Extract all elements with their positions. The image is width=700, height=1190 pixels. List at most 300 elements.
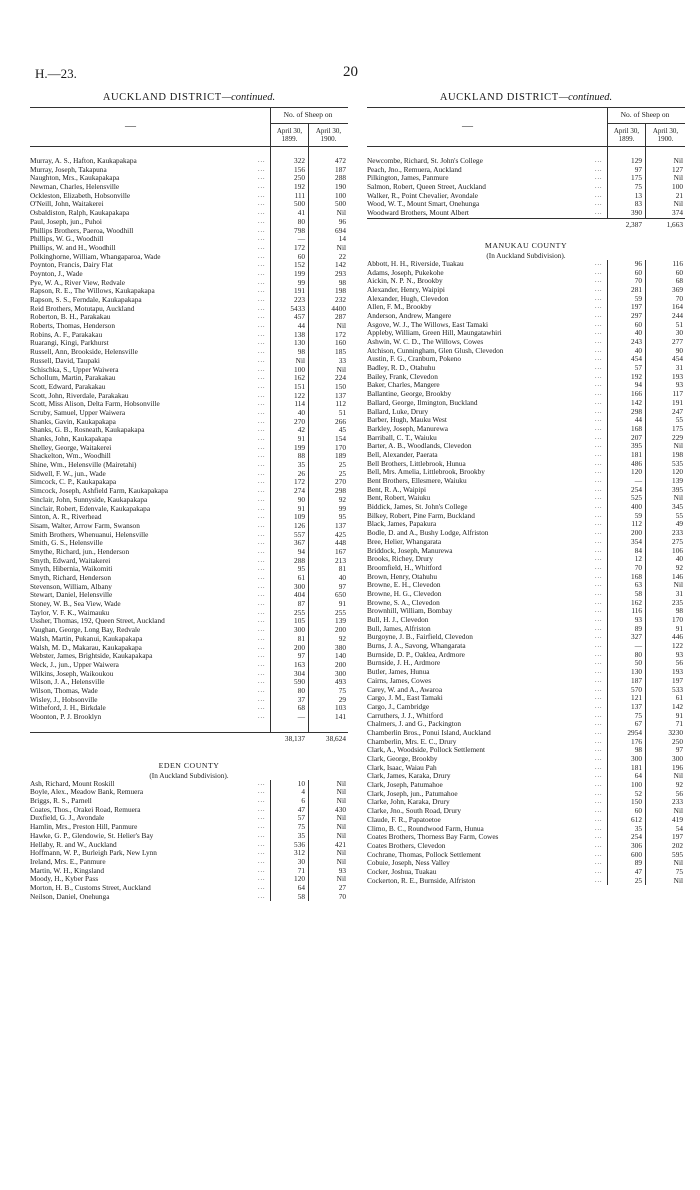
- sheep-1900: 255: [335, 607, 346, 617]
- sheep-1899: 404: [294, 590, 305, 600]
- leader-dots: ...: [595, 729, 603, 736]
- sheep-1899: 58: [297, 891, 305, 901]
- sheep-1899: 142: [631, 397, 642, 407]
- sheep-1900: 97: [675, 745, 683, 755]
- leader-dots: ...: [595, 269, 603, 276]
- leader-dots: ...: [595, 573, 603, 580]
- sheep-1899: 300: [631, 754, 642, 763]
- row-name: Simcock, C. P., Kaukapakapa: [30, 478, 117, 487]
- row-name: Clark, Joseph, Patumahoe: [367, 781, 443, 790]
- row-name: Weck, J., jun., Upper Waiwera: [30, 660, 119, 669]
- right-table-header: [367, 107, 685, 147]
- sheep-1899: 175: [631, 173, 642, 183]
- row-name: Bell, Mrs. Amelia, Littlebrook, Brookby: [367, 468, 485, 477]
- row-name: Wilson, Thomas, Wade: [30, 686, 98, 695]
- row-name: Newman, Charles, Helensville: [30, 183, 120, 192]
- row-name: Browne, S. A., Clevedon: [367, 598, 440, 607]
- row-name: Austin, F. G., Cranburn, Pokeno: [367, 355, 462, 364]
- sheep-1900: 454: [672, 354, 683, 364]
- row-name: Barriball, C. T., Waiuku: [367, 433, 437, 442]
- leader-dots: ...: [258, 514, 266, 521]
- sheep-1900: 191: [672, 397, 683, 407]
- row-name: Pye, W. A., River View, Redvale: [30, 278, 126, 287]
- right-table-body: [367, 147, 685, 218]
- row-name: Stevenson, William, Albany: [30, 582, 112, 591]
- sheep-1900: 93: [338, 865, 346, 875]
- row-name: Woonton, P. J. Brooklyn: [30, 713, 102, 721]
- sheep-1899: 35: [634, 823, 642, 833]
- sheep-1900: 500: [335, 199, 346, 209]
- row-name: Russell, Ann, Brookside, Helensville: [30, 348, 138, 357]
- row-name: Adams, Joseph, Pukekohe: [367, 268, 444, 277]
- leader-dots: ...: [595, 521, 603, 528]
- row-name: Cocker, Joshua, Tuakau: [367, 867, 437, 876]
- sheep-1899: 126: [294, 520, 305, 530]
- sheep-1899: 600: [631, 849, 642, 859]
- row-name: Witheford, J. H., Birkdale: [30, 704, 106, 713]
- row-name: Rapson, R. E., The Willows, Kaukapakapa: [30, 287, 155, 296]
- leader-dots: ...: [258, 884, 266, 891]
- leader-dots: ...: [595, 625, 603, 632]
- sheep-1899: 35: [297, 460, 305, 470]
- sheep-1899: 172: [294, 477, 305, 487]
- leader-dots: ...: [258, 210, 266, 217]
- sheep-1900: 4400: [331, 303, 346, 313]
- leader-dots: ...: [258, 175, 266, 182]
- sheep-1900: 233: [672, 797, 683, 807]
- row-name: Allen, F. M., Brookby: [367, 303, 432, 312]
- sheep-1899: 120: [631, 467, 642, 477]
- sheep-1899: 5433: [290, 303, 305, 313]
- sheep-1900: 142: [335, 260, 346, 270]
- row-name: Cargo, J. M., East Tamaki: [367, 694, 443, 703]
- row-name: Phillips, W. and H., Woodhill: [30, 243, 116, 252]
- sheep-1900: 448: [335, 538, 346, 548]
- sheep-1899: 454: [631, 354, 642, 364]
- sheep-1900: 650: [335, 590, 346, 600]
- sheep-1900: 70: [338, 891, 346, 901]
- sheep-1899: 612: [631, 814, 642, 824]
- sheep-1900: 197: [672, 675, 683, 685]
- row-name: Hellaby, R. and W., Auckland: [30, 840, 117, 849]
- sheep-1900: 70: [675, 293, 683, 303]
- sheep-1899: 162: [294, 373, 305, 383]
- row-name: Moody, H., Kyber Pass: [30, 875, 99, 884]
- sheep-1900: 25: [338, 468, 346, 478]
- leader-dots: ...: [258, 858, 266, 865]
- row-name: Smyth, Edward, Waitakerei: [30, 556, 111, 565]
- sheep-1899: 322: [294, 156, 305, 165]
- sheep-1900: 137: [335, 390, 346, 400]
- sheep-1900: 189: [335, 451, 346, 461]
- sheep-1899: 327: [631, 632, 642, 642]
- leader-dots: ...: [595, 504, 603, 511]
- sheep-1899: 187: [631, 675, 642, 685]
- sheep-1900: 100: [672, 182, 683, 192]
- sheep-1900: 71: [675, 719, 683, 729]
- leader-dots: ...: [258, 427, 266, 434]
- leader-dots: ...: [595, 582, 603, 589]
- sheep-1899: 94: [634, 380, 642, 390]
- sheep-1900: Nil: [336, 242, 346, 252]
- sheep-1900: Nil: [673, 156, 683, 165]
- sheep-1900: 92: [675, 562, 683, 572]
- sheep-1900: 235: [672, 597, 683, 607]
- sheep-1900: Nil: [673, 771, 683, 781]
- row-name: Coates, Thos., Orakei Road, Remuera: [30, 805, 141, 814]
- table-row: [367, 209, 685, 218]
- sheep-1899: 390: [631, 208, 642, 218]
- sheep-1899: 288: [294, 555, 305, 565]
- sheep-1900: 172: [335, 329, 346, 339]
- leader-dots: ...: [258, 531, 266, 538]
- sheep-1899: 166: [631, 389, 642, 399]
- left-total-1899: 38,137: [284, 733, 305, 743]
- leader-dots: ...: [258, 609, 266, 616]
- sheep-1899: 191: [294, 286, 305, 296]
- sheep-1900: Nil: [673, 493, 683, 503]
- row-name: Aickin, N. P. N., Brookby: [367, 277, 443, 286]
- sheep-1900: 277: [672, 337, 683, 346]
- sheep-1900: 300: [335, 668, 346, 678]
- row-name: Smythe, Richard, jun., Henderson: [30, 547, 130, 556]
- leader-dots: ...: [258, 850, 266, 857]
- leader-dots: ...: [595, 556, 603, 563]
- sheep-1900: 198: [672, 449, 683, 459]
- row-name: Chamberlin Bros., Ponui Island, Auckland: [367, 728, 491, 737]
- leader-dots: ...: [595, 608, 603, 615]
- leader-dots: ...: [258, 789, 266, 796]
- sheep-1899: 168: [631, 423, 642, 433]
- sheep-1899: 395: [631, 441, 642, 451]
- row-name: Browne, H. G., Clevedon: [367, 589, 442, 598]
- right-district-title: [367, 92, 685, 103]
- leader-dots: ...: [258, 601, 266, 608]
- sheep-1900: 75: [338, 685, 346, 695]
- sheep-1900: 170: [335, 442, 346, 452]
- leader-dots: ...: [258, 679, 266, 686]
- row-name: Claude, F. R., Papatoetoe: [367, 815, 441, 824]
- leader-dots: ...: [258, 184, 266, 191]
- row-name: Shanks, Gavin, Kaukapakapa: [30, 417, 116, 426]
- row-name: Coates Brothers, Thorness Bay Farm, Cowes: [367, 833, 499, 842]
- leader-dots: ...: [595, 304, 603, 311]
- leader-dots: ...: [595, 669, 603, 676]
- row-name: Russell, David, Taupaki: [30, 356, 100, 365]
- sheep-1899: 44: [634, 415, 642, 425]
- sheep-1900: 103: [335, 703, 346, 713]
- sheep-1899: 2954: [627, 727, 642, 737]
- row-name: Wilkins, Joseph, Waikoukou: [30, 669, 114, 678]
- sheep-1900: 51: [338, 407, 346, 417]
- sheep-1899: 13: [634, 190, 642, 200]
- row-name: Peach, Jno., Remuera, Auckland: [367, 165, 462, 174]
- sheep-1900: Nil: [336, 778, 346, 788]
- sheep-1900: 40: [338, 573, 346, 582]
- sheep-1900: 14: [338, 234, 346, 244]
- leader-dots: ...: [258, 453, 266, 460]
- left-section-subtitle: (In Auckland Subdivision).: [149, 770, 229, 780]
- leader-dots: ...: [258, 262, 266, 269]
- leader-dots: ...: [258, 893, 266, 900]
- sheep-1899: 274: [294, 486, 305, 496]
- row-name: Ballard, Luke, Drury: [367, 407, 429, 416]
- leader-dots: ...: [258, 670, 266, 677]
- sheep-1900: 98: [675, 606, 683, 616]
- sheep-1900: 446: [672, 632, 683, 642]
- row-name: Hoffmann, W. P., Burleigh Park, New Lynn: [30, 849, 157, 858]
- right-header-dash: —: [462, 120, 473, 132]
- leader-dots: ...: [595, 643, 603, 650]
- sheep-1900: 694: [335, 225, 346, 235]
- leader-dots: ...: [258, 349, 266, 356]
- left-table-header: [30, 107, 348, 147]
- sheep-1899: 130: [294, 338, 305, 348]
- sheep-1899: 254: [631, 484, 642, 494]
- leader-dots: ...: [258, 244, 266, 251]
- row-name: Vaughan, George, Long Bay, Redvale: [30, 626, 141, 635]
- sheep-1900: 95: [338, 512, 346, 522]
- sheep-1900: Nil: [673, 875, 683, 885]
- sheep-1899: 557: [294, 529, 305, 539]
- sheep-1899: 151: [294, 381, 305, 391]
- sheep-1900: 91: [675, 710, 683, 720]
- sheep-1900: Nil: [336, 321, 346, 331]
- left-header-date1: April 30, 1899.: [276, 127, 303, 143]
- leader-dots: ...: [258, 279, 266, 286]
- left-total-1900: 38,624: [325, 733, 346, 743]
- sheep-1900: 270: [335, 477, 346, 487]
- leader-dots: ...: [258, 340, 266, 347]
- sheep-1900: 139: [672, 476, 683, 485]
- row-name: Alexander, Hugh, Clevedon: [367, 294, 449, 303]
- row-name: Sinclair, Robert, Edenvale, Kaukapakapa: [30, 504, 151, 513]
- right-section-subtitle: (In Auckland Subdivision).: [486, 250, 566, 260]
- row-name: Burgoyne, J. B., Fairfield, Clevedon: [367, 633, 473, 642]
- sheep-1900: 200: [335, 625, 346, 635]
- row-name: Murray, Joseph, Takapuna: [30, 165, 107, 174]
- sheep-1899: 297: [631, 310, 642, 320]
- leader-dots: ...: [595, 460, 603, 467]
- row-name: Asgove, W. J., The Willows, East Tamaki: [367, 320, 489, 329]
- leader-dots: ...: [595, 417, 603, 424]
- leader-dots: ...: [595, 808, 603, 815]
- leader-dots: ...: [258, 218, 266, 225]
- leader-dots: ...: [595, 530, 603, 537]
- left-title-text: AUCKLAND DISTRICT: [102, 92, 222, 103]
- document-code: H.—23.: [35, 66, 77, 81]
- right-header-date1: April 30, 1899.: [613, 127, 640, 143]
- row-name: Abbott, H. H., Riverside, Tuakau: [367, 259, 464, 268]
- sheep-1900: 90: [675, 345, 683, 355]
- leader-dots: ...: [595, 391, 603, 398]
- sheep-1900: 98: [338, 277, 346, 287]
- sheep-1899: 64: [297, 882, 305, 892]
- row-name: Barber, Hugh, Mauku West: [367, 416, 447, 425]
- leader-dots: ...: [595, 486, 603, 493]
- sheep-1900: 198: [335, 286, 346, 296]
- sheep-1899: 281: [631, 284, 642, 294]
- leader-dots: ...: [258, 824, 266, 831]
- sheep-1899: 254: [631, 832, 642, 842]
- table-row: [30, 893, 348, 902]
- page-number: 20: [343, 64, 358, 80]
- row-name: Clark, George, Brookby: [367, 755, 438, 763]
- sheep-1900: 533: [672, 684, 683, 694]
- sheep-1900: 233: [672, 528, 683, 538]
- row-name: Walker, R., Point Chevalier, Avondale: [367, 191, 478, 200]
- sheep-1900: 167: [335, 546, 346, 556]
- sheep-1900: Nil: [336, 813, 346, 823]
- sheep-1899: 457: [294, 312, 305, 322]
- sheep-1900: 224: [335, 373, 346, 383]
- sheep-1900: 31: [675, 363, 683, 373]
- left-header-sheep: No. of Sheep on: [283, 110, 333, 119]
- sheep-1900: 213: [335, 555, 346, 565]
- sheep-1899: 97: [297, 651, 305, 661]
- sheep-1899: 44: [297, 321, 305, 331]
- sheep-1900: 92: [338, 633, 346, 643]
- sheep-1899: 94: [297, 546, 305, 556]
- right-column: [367, 92, 685, 885]
- leader-dots: ...: [258, 644, 266, 651]
- leader-dots: ...: [258, 409, 266, 416]
- sheep-1900: 298: [335, 486, 346, 496]
- sheep-1900: 49: [675, 519, 683, 529]
- row-name: Bell, Alexander, Paerata: [367, 450, 438, 459]
- row-name: Morton, H. B., Customs Street, Auckland: [30, 883, 151, 892]
- sheep-1899: 590: [294, 677, 305, 687]
- sheep-1899: 89: [634, 623, 642, 633]
- row-name: Barkley, Joseph, Manurewa: [367, 424, 448, 433]
- sheep-1900: 369: [672, 284, 683, 294]
- sheep-1900: Nil: [673, 173, 683, 183]
- row-name: Shelley, George, Waitakerei: [30, 443, 112, 452]
- sheep-1899: 96: [634, 258, 642, 268]
- leader-dots: ...: [595, 347, 603, 354]
- row-name: Taylor, V. F. K., Waimauku: [30, 608, 110, 617]
- sheep-1900: 92: [675, 780, 683, 790]
- sheep-1899: 400: [631, 502, 642, 512]
- sheep-1900: 493: [335, 677, 346, 687]
- row-name: Smith, G. S., Helensville: [30, 539, 103, 548]
- leader-dots: ...: [595, 399, 603, 406]
- sheep-1900: 60: [675, 267, 683, 277]
- sheep-1900: 106: [672, 545, 683, 555]
- row-name: Bree, Helier, Whangarata: [367, 537, 442, 546]
- left-column: [30, 92, 348, 901]
- sheep-1900: 56: [675, 658, 683, 668]
- sheep-1900: 154: [335, 434, 346, 443]
- left-table-body: [30, 147, 348, 732]
- row-name: Climo, B. C., Roundwood Farm, Hunua: [367, 824, 484, 833]
- sheep-1899: 130: [631, 667, 642, 677]
- leader-dots: ...: [258, 806, 266, 813]
- row-name: Anderson, Andrew, Mangere: [367, 311, 452, 320]
- row-name: Shanks, John, Kaukapakapa: [30, 435, 112, 443]
- sheep-1899: 168: [631, 571, 642, 581]
- sheep-1899: 71: [297, 865, 305, 875]
- row-name: Clark, Joseph, jun., Patumahoe: [367, 789, 458, 798]
- row-name: Salmon, Robert, Queen Street, Auckland: [367, 183, 486, 192]
- row-name: Paul, Joseph, jun., Puhoi: [30, 217, 102, 226]
- leader-dots: ...: [595, 842, 603, 849]
- leader-dots: ...: [258, 331, 266, 338]
- sheep-1900: Nil: [336, 830, 346, 840]
- leader-dots: ...: [258, 270, 266, 277]
- leader-dots: ...: [595, 590, 603, 597]
- sheep-1899: 116: [631, 606, 642, 616]
- sheep-1900: 287: [335, 312, 346, 322]
- sheep-1900: 421: [335, 839, 346, 849]
- leader-dots: ...: [258, 236, 266, 243]
- leader-dots: ...: [258, 470, 266, 477]
- leader-dots: ...: [595, 321, 603, 328]
- row-name: Schischka, S., Upper Waiwera: [30, 365, 119, 374]
- leader-dots: ...: [258, 714, 266, 720]
- leader-dots: ...: [595, 764, 603, 771]
- row-name: Butler, James, Hunua: [367, 668, 430, 677]
- leader-dots: ...: [258, 253, 266, 260]
- left-section-title: EDEN COUNTY: [158, 760, 220, 770]
- row-name: Simcock, Joseph, Ashfield Farm, Kaukapakapa: [30, 487, 169, 496]
- leader-dots: ...: [595, 773, 603, 780]
- right-title-suffix: —continued.: [558, 92, 613, 103]
- sheep-1899: 192: [294, 182, 305, 192]
- sheep-1900: Nil: [336, 874, 346, 884]
- sheep-1900: Nil: [336, 208, 346, 218]
- leader-dots: ...: [595, 382, 603, 389]
- sheep-1899: 47: [297, 804, 305, 814]
- sheep-1900: 27: [338, 882, 346, 892]
- table-row: [367, 877, 685, 886]
- sheep-1899: 57: [297, 813, 305, 823]
- row-name: Bailey, Frank, Clevedon: [367, 372, 438, 381]
- row-name: Clark, A., Woodside, Pollock Settlement: [367, 746, 486, 755]
- leader-dots: ...: [258, 192, 266, 199]
- right-total-row: [367, 218, 685, 231]
- sheep-1899: 243: [631, 337, 642, 346]
- sheep-1899: 300: [294, 581, 305, 591]
- leader-dots: ...: [595, 495, 603, 502]
- row-name: Black, James, Papakura: [367, 520, 437, 529]
- row-name: Ash, Richard, Mount Roskill: [30, 779, 115, 788]
- leader-dots: ...: [258, 696, 266, 703]
- sheep-1899: 312: [294, 848, 305, 858]
- leader-dots: ...: [258, 618, 266, 625]
- sheep-1899: 250: [294, 173, 305, 183]
- sheep-1899: 223: [294, 295, 305, 304]
- leader-dots: ...: [595, 851, 603, 858]
- row-name: Reid Brothers, Motutapu, Auckland: [30, 304, 135, 313]
- row-name: Burnside, J. H., Ardmore: [367, 659, 441, 668]
- sheep-1899: 100: [294, 364, 305, 374]
- row-name: Sisam, Walter, Arrow Farm, Swanson: [30, 521, 140, 530]
- sheep-1899: 255: [294, 607, 305, 617]
- sheep-1899: 120: [294, 874, 305, 884]
- sheep-1900: 374: [672, 208, 683, 218]
- sheep-1900: Nil: [336, 848, 346, 858]
- row-name: Bent, Robert, Waiuku: [367, 494, 431, 503]
- sheep-1900: 425: [335, 529, 346, 539]
- sheep-1899: 60: [634, 267, 642, 277]
- sheep-1899: 137: [631, 701, 642, 711]
- sheep-1899: 60: [297, 251, 305, 261]
- sheep-1900: 122: [672, 641, 683, 651]
- row-name: Walsh, M. D., Makarau, Kaukapakapa: [30, 643, 142, 652]
- sheep-1899: 93: [634, 615, 642, 624]
- sheep-1900: 25: [338, 460, 346, 470]
